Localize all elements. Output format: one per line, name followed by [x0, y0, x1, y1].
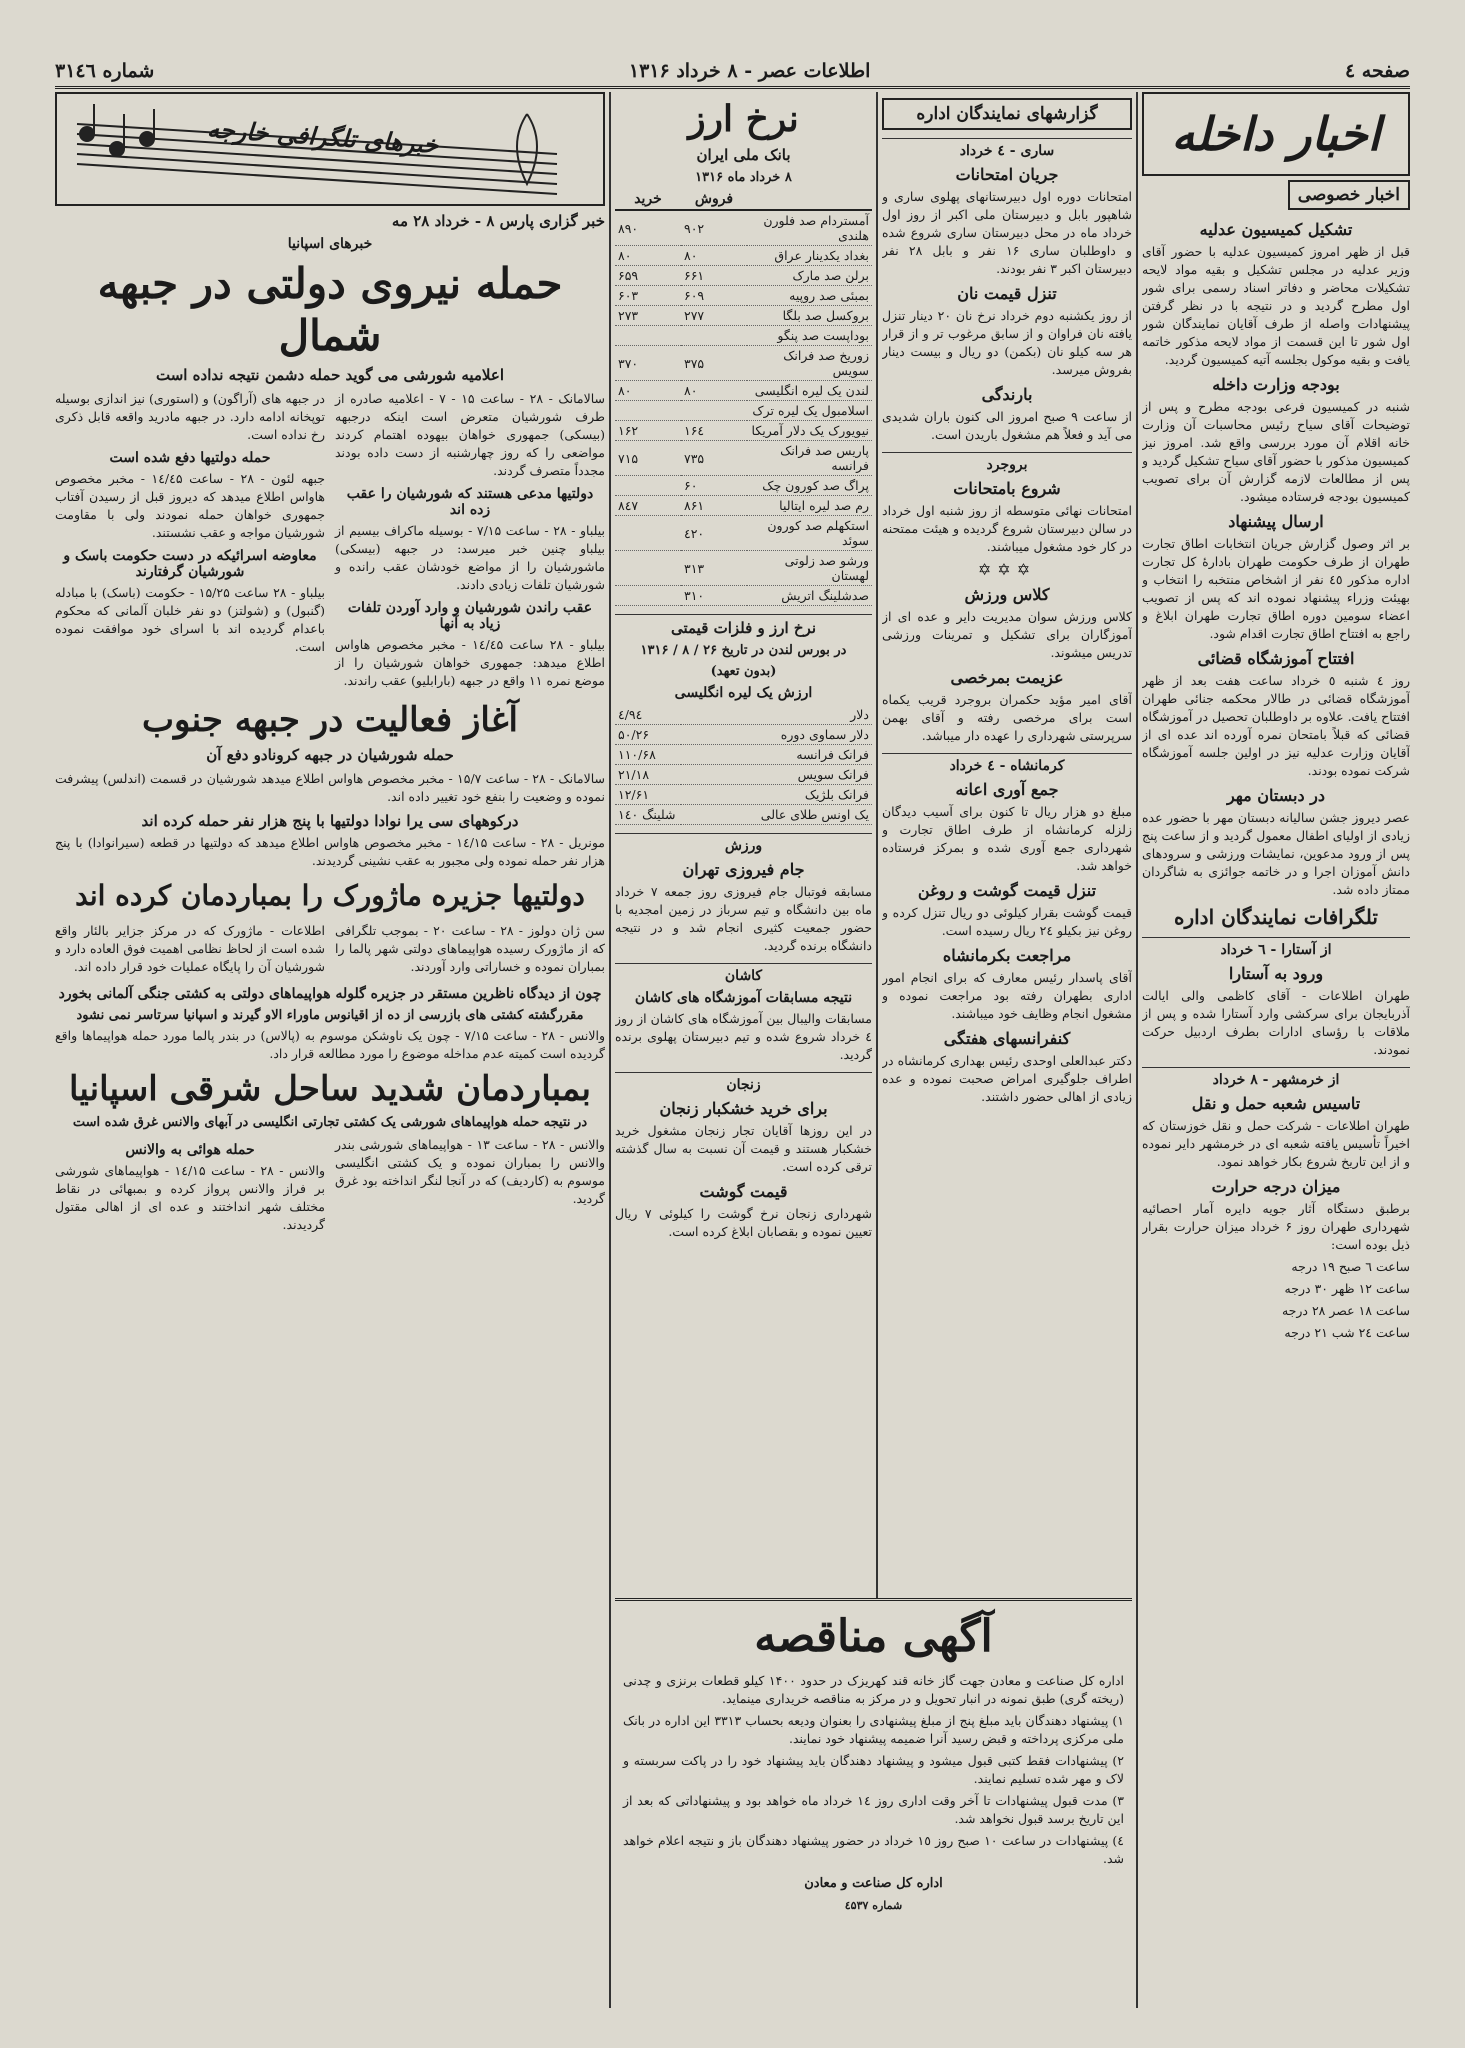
rates-row: [615, 210, 872, 246]
article-text: والانس - ۲۸ - ساعت ۱٤/۱۵ - هواپیماهای شورشی بر فراز والانس پرواز کرده و بمبهائی در نقاط مختلف شهر انداختند و عده ای از اهالی مقتول گردیدند.: [55, 1163, 325, 1232]
article-text: عصر دیروز جشن سالیانه دبستان مهر با حضور عده زیادی از اولیای اطفال معمول گردید و از ساعت پنج پس از ورود مدعوین، نمایشات ورزشی و سرودهای دانش آموزان اجرا و در خاتمه جوائزی به شاگردان ممتاز داده شد.: [1142, 810, 1410, 897]
dateline: ساری - ٤ خرداد: [882, 138, 1132, 159]
rates-row: [615, 551, 872, 586]
currency-name: بوداپست صد پنگو: [747, 326, 872, 346]
metals-row: [615, 705, 872, 725]
temperature-row: ساعت ٦ صبح ۱۹ درجه: [1291, 1259, 1410, 1274]
metal-name: فرانک بلژیک: [681, 785, 872, 805]
two-column-block: [55, 1136, 605, 1238]
section-label: زنجان: [615, 1072, 872, 1093]
currency-name: اسلامبول یک لیره ترک: [747, 401, 872, 421]
ad-number: شماره ٤۵۳۷: [844, 1899, 903, 1912]
rates-row: [615, 496, 872, 516]
two-column-block: [55, 922, 605, 980]
sell-rate: ۸۶۱: [681, 496, 747, 516]
star-divider: ✡✡✡: [977, 560, 1037, 579]
buy-rate: [615, 551, 681, 586]
foreign-telegraph-logo: [55, 92, 605, 206]
article-headline: حمله دولتیها دفع شده است: [109, 450, 271, 466]
article-text: دکتر عبدالعلی اوحدی رئیس بهداری کرمانشاه در اطراف جلوگیری امراض صحبت نموده و عده زیادی از اهالی حضور داشتند.: [882, 1053, 1132, 1104]
buy-rate: ۶۰۳: [615, 286, 681, 306]
banner-headline: حمله نیروی دولتی در جبهه شمال: [97, 259, 563, 360]
article-text: آقای پاسدار رئیس معارف که برای انجام امور اداری بطهران رفته بود مراجعت نموده و مشغول انجام وظایف خود میباشند.: [882, 970, 1132, 1021]
buy-rate: ۲۷۳: [615, 306, 681, 326]
banner-deck: در نتیجه حمله هواپیماهای شورشی یک کشتی تجارتی انگلیسی در آبهای والانس غرق شده است: [72, 1115, 588, 1130]
article-text: مسابقات والیبال بین آموزشگاه های کاشان از روز ٤ خرداد شروع شده و تیم دبیرستان پهلوی برنده گردید.: [615, 1011, 872, 1062]
sell-rate: ۸۰: [681, 246, 747, 266]
article-headline: دولتیها مدعی هستند که شورشیان را عقب زده اند: [346, 486, 594, 518]
article-text: بیلباو - ۲۸ ساعت ۱٤/٤۵ - مخبر مخصوص هاواس اطلاع میدهد: جمهوری خواهان شورشیان را از موضع نمره ۱۱ واقع در جبهه (بارابلیو) عقب راندند.: [335, 637, 605, 688]
article-headline: مراجعت بکرمانشاه: [942, 946, 1072, 965]
banner-headline: آغاز فعالیت در جبهه جنوب: [142, 700, 518, 740]
column-domestic-news: [1142, 92, 1410, 2008]
metal-name: فرانک فرانسه: [681, 745, 872, 765]
metals-row: [615, 725, 872, 745]
column-foreign-news: [55, 92, 605, 2008]
article-headline: جریان امتحانات: [955, 165, 1059, 184]
folio-line: [55, 52, 1410, 89]
sell-rate: ۸۰: [681, 381, 747, 401]
article-text: طهران اطلاعات - آقای کاظمی والی ایالت آذربایجان برای سرکشی وارد آستارا شده و پس از ملاقات با رؤسای ادارات بطرف اردبیل حرکت نمودند.: [1142, 988, 1410, 1057]
currency-name: برلن صد مارک: [747, 266, 872, 286]
article-text: والانس - ۲۸ - ساعت ۷/۱۵ - چون یک ناوشکن موسوم به (پالاس) در بندر پالما مورد حمله هواپیماها واقع گردیده است کمیته عدم مداخله موضوع را مورد مطالعه قرار داد.: [55, 1028, 605, 1061]
metals-row: [615, 745, 872, 765]
article-text: والانس - ۲۸ - ساعت ۱۳ - هواپیماهای شورشی بندر والانس را بمباران نموده و یک کشتی انگلیسی موسوم به (کاردیف) که در آنجا لنگر انداخته بود غرق گردید.: [335, 1137, 605, 1206]
buy-rate: [615, 326, 681, 346]
article-text: بیلباو - ۲۸ - ساعت ۷/۱۵ - بوسیله ماکراف بیسیم از بیلباو چنین خبر میرسد: در جبهه (بیسکی) ماشورشیان را از مواضع خودشان عقب رانده و شورشیان تلفات زیادی دادند.: [335, 523, 605, 592]
currency-name: پراگ صد کورون چک: [747, 476, 872, 496]
note-head: [110, 142, 124, 156]
ad-item: ۲) پیشنهادات فقط کتبی قبول میشود و پیشنهاد دهندگان باید پیشنهاد خود را در پاکت سربسته و لاک و مهر شده تسلیم نمایند.: [623, 1753, 1124, 1786]
article-headline: تاسیس شعبه حمل و نقل: [1191, 1094, 1361, 1113]
article-text: از ساعت ۹ صبح امروز الی کنون باران شدیدی می آید و فعلاً هم مشغول باریدن است.: [882, 409, 1132, 442]
article-text: مبلغ دو هزار ریال تا کنون برای آسیب دیدگان زلزله کرمانشاه از طرف اطاق تجارت و شهرداری جمع آوری شده و بمرکز فرستاده خواهد شد.: [882, 804, 1132, 873]
article-headline: تنزل قیمت نان: [957, 284, 1057, 303]
column-rule: [609, 92, 611, 2008]
article-headline: میزان درجه حرارت: [1211, 1177, 1341, 1196]
article-headline: ارسال پیشنهاد: [1228, 512, 1324, 531]
rates-row: [615, 266, 872, 286]
article-headline: برای خرید خشکبار زنجان: [659, 1099, 828, 1118]
currency-name: ورشو صد زلوتی لهستان: [747, 551, 872, 586]
article-text: اطلاعات - ماژورک که در مرکز جزایر بالئار واقع شده است از لحاظ نظامی اهمیت فوق العاده دارد و شورشیان آن را پایگاه عملیات خود قرار داده اند.: [55, 923, 325, 974]
currency-name: استکهلم صد کورون سوئد: [747, 516, 872, 551]
sell-rate: ۲۷۷: [681, 306, 747, 326]
article-text: سن ژان دولوز - ۲۸ - ساعت ۲۰ - بموجب تلگرافی که از ماژورک رسیده هواپیماهای دولتی شهر پالما را بمباران نموده و خساراتی وارد آوردند.: [335, 923, 605, 974]
currency-name: آمستردام صد فلورن هلندی: [747, 210, 872, 246]
buy-rate: ۶۵۹: [615, 266, 681, 286]
section-headline: تلگرافات نمایندگان اداره: [1173, 905, 1378, 929]
domestic-news-masthead: اخبار داخله: [1142, 92, 1410, 176]
article-text: روز ٤ شنبه ٥ خرداد ساعت هفت بعد از ظهر آموزشگاه قضائی در طالار محکمه جنائی طهران افتتاح یافت. علاوه بر داوطلبان تحصیل در آموزشگاه قضائی که قبلاً بامتحان نمره آورده اند عده ای از آقایان وزارت عدلیه نیز در اولین جلسه آموزشگاه شرکت نموده بودند.: [1142, 673, 1410, 778]
temperature-row: ساعت ۱۲ ظهر ۳۰ درجه: [1284, 1281, 1410, 1296]
article-headline: کنفرانسهای هفتگی: [943, 1029, 1071, 1048]
banner-deck: حمله شورشیان در جبهه کرونادو دفع آن: [206, 746, 454, 764]
sell-rate: [681, 326, 747, 346]
ad-title: آگهی مناقصه: [754, 1611, 993, 1662]
article-text: برطبق دستگاه آثار جویه دایره آمار احصائیه شهرداری طهران روز ۶ خرداد میزان حرارت بقرار ذیل بوده است:: [1142, 1201, 1410, 1252]
article-text: بر اثر وصول گزارش جریان انتخابات اطاق تجارت طهران از طرف حکومت طهران بادارهٔ کل تجارت اداره مذکور ٤٥ نفر از اشخاص منتخبه را انتخاب و بهیئت وزراء پیشنهاد نموده اند که پس از تصویب اعضاء سومین دوره اطاق تجارت طهران ابلاغ و راجع به افتتاح اطاق تجارت اقدام شود.: [1142, 536, 1410, 641]
article-headline: شروع بامتحانات: [953, 479, 1061, 498]
article-text: جبهه لئون - ۲۸ - ساعت ۱٤/٤۵ - مخبر مخصوص هاواس اطلاع میدهد که دیروز قبل از رسیدن آفتاب جمهوری خواهان حمله نمودند ولی با مقاومت شورشیان مواجه و عقب نشستند.: [55, 471, 325, 540]
article-text: در این روزها آقایان تجار زنجان مشغول خرید خشکبار هستند و قیمت آن نسبت به سال گذشته ترقی کرده است.: [615, 1123, 872, 1174]
temperature-row: ساعت ۱۸ عصر ۲۸ درجه: [1281, 1303, 1410, 1318]
article-text: در جبهه های (آراگون) و (استوری) نیز اندازی بوسیله توپخانه ادامه دارد. در جبهه مادرید واقعه قابل ذکری رخ نداده است.: [55, 391, 325, 442]
two-column-block: [55, 390, 605, 694]
column-rule: [1136, 92, 1138, 2008]
article-text: شنبه در کمیسیون فرعی بودجه مطرح و پس از توضیحات آقای سیاح رئیس محاسبات آن وزارت خانه اقلام آن مورد بررسی واقع شد. امروز نیز کمیسیون مذکور با حضور آقای سیاح تشکیل گردید و پس از مطالعات لازمه گزارش آن برای تصویب کمیسیون بودجه فرستاده میشود.: [1142, 399, 1410, 504]
buy-rate: ۸٤۷: [615, 496, 681, 516]
sell-rate: ۳۱۰: [681, 586, 747, 606]
metal-value: ۱۱۰/۶۸: [615, 745, 681, 765]
rates-bank: بانک ملی ایران: [696, 146, 791, 164]
note-head: [80, 127, 94, 141]
metal-name: دلار: [681, 705, 872, 725]
article-headline: چون از دیدگاه ناظرین مستقر در جزیره گلوله هواپیماهای دولتی به کشتی جنگی آلمانی بخورد: [58, 986, 602, 1002]
dateline: از آستارا - ٦ خرداد: [1142, 937, 1410, 958]
section-label: کاشان: [615, 963, 872, 984]
article-text: طهران اطلاعات - شرکت حمل و نقل خوزستان که اخیراً تأسیس یافته شعبه ای در خرمشهر دایر نموده و از این تاریخ شروع بکار خواهد نمود.: [1142, 1118, 1410, 1169]
buy-rate: [615, 516, 681, 551]
article-subheadline: مقررگشته کشتی های بازرسی از ده از اقیانوس ماوراء الاو گیرند و اسپانیا سرتاسر نمی نشود: [76, 1008, 584, 1023]
sell-rate: ۷۳۵: [681, 441, 747, 476]
issue-date: اطلاعات عصر - ۸ خرداد ۱۳۱۶: [628, 60, 871, 82]
rates-row: [615, 286, 872, 306]
sell-rate: ۶۰۹: [681, 286, 747, 306]
metal-value: ۲۱/۱۸: [615, 765, 681, 785]
dateline: از خرمشهر - ۸ خرداد: [1142, 1067, 1410, 1088]
rates-row: [615, 516, 872, 551]
sell-rate: ۳۱۳: [681, 551, 747, 586]
sell-rate: [681, 401, 747, 421]
ad-item: ۳) مدت قبول پیشنهادات تا آخر وقت اداری روز ۱٤ خرداد ماه خواهد بود و پیشنهاداتی که بعد از این تاریخ برسد قبول نخواهد شد.: [623, 1793, 1124, 1826]
sell-rate: ۶۶۱: [681, 266, 747, 286]
article-text: قیمت گوشت بقرار کیلوئی دو ریال تنزل کرده و روغن نیز بکیلو ۲٤ ریال رسیده است.: [882, 905, 1132, 938]
article-headline: در دبستان مهر: [1226, 786, 1326, 805]
metal-name: یک اونس طلای عالی: [681, 805, 872, 825]
currency-name: لندن یک لیره انگلیسی: [747, 381, 872, 401]
article-text: سالامانک - ۲۸ - ساعت ۱۵/۷ - مخبر مخصوص هاواس اطلاع میدهد شورشیان در قسمت (اندلس) پیشرفت نموده و وضعیت را بنفع خود تغییر داده اند.: [55, 771, 605, 804]
article-headline: ورود به آستارا: [1228, 964, 1324, 983]
rates-row: [615, 306, 872, 326]
section-label: ورزش: [615, 833, 872, 854]
note-head: [140, 132, 154, 146]
banner-headline: دولتیها جزیره ماژورک را بمباردمان کرده اند: [75, 879, 585, 912]
metals-title: نرخ ارز و فلزات قیمتی: [615, 614, 872, 637]
buy-rate: ۸۰: [615, 246, 681, 266]
metal-value: ۱۲/۶۱: [615, 785, 681, 805]
article-headline: تشکیل کمیسیون عدلیه: [1199, 220, 1353, 239]
metal-value: ۵۰/۲۶: [615, 725, 681, 745]
rates-col-header: [747, 189, 872, 210]
buy-rate: ۸۰: [615, 381, 681, 401]
metals-subtitle: در بورس لندن در تاریخ ۲۶ / ۸ / ۱۳۱۶: [640, 643, 847, 658]
metals-note: (بدون تعهد): [710, 664, 777, 679]
rates-date: ۸ خرداد ماه ۱۳۱۶: [695, 170, 792, 185]
rates-row: [615, 476, 872, 496]
section-label: خبرهای اسپانیا: [287, 236, 373, 252]
buy-rate: [615, 476, 681, 496]
article-text: سالامانک - ۲۸ - ساعت ۱۵ - ۷ - اعلامیه صادره از طرف شورشیان متعرض است اینکه درجبهه (بیسکی) جمهوری خواهان بیهوده اهتمام کردند مواضعی را که روز چهارشنبه از دست داده بودند مجدداً متصرف گردند.: [335, 391, 605, 478]
currency-name: بغداد یکدینار عراق: [747, 246, 872, 266]
page-number: صفحه ٤: [1344, 60, 1410, 82]
sell-rate: ۹۰۲: [681, 210, 747, 246]
article-headline: کلاس ورزش: [964, 585, 1050, 604]
currency-name: بمبئی صد روپیه: [747, 286, 872, 306]
article-text: شهرداری زنجان نرخ گوشت را کیلوئی ۷ ریال تعیین نموده و بقصابان ابلاغ کرده است.: [615, 1206, 872, 1239]
article-text: کلاس ورزش سوان مدیریت دایر و عده ای از آموزگاران برای تشکیل و تمرینات ورزشی تدریس میشوند.: [882, 609, 1132, 660]
ad-signature: اداره کل صناعت و معادن: [804, 1876, 943, 1891]
rates-col-header: فروش: [681, 189, 747, 210]
tender-advertisement: [615, 1598, 1132, 2008]
rates-col-header: خرید: [615, 189, 681, 210]
article-headline: جمع آوری اعانه: [955, 780, 1059, 799]
ad-text: اداره کل صناعت و معادن جهت گاز خانه قند کهریزک در حدود ۱۴۰۰ کیلو قطعات برنزی و چدنی (ریخته گری) طبق نمونه در انبار تحویل و در مرکز به مناقصه خریداری مینماید.: [623, 1673, 1124, 1706]
buy-rate: ۳۷۰: [615, 346, 681, 381]
sell-rate: ۶۰: [681, 476, 747, 496]
article-headline: درکوههای سی یرا نوادا دولتیها با پنج هزار نفر حمله کرده اند: [141, 812, 519, 830]
article-text: بیلباو - ۲۸ ساعت ۱۵/۲۵ - حکومت (باسک) با مبادله (گنبول) و (شولتز) دو نفر خلبان آلمانی که محکوم باعدام گردیده اند با اسرای خود موافقت نموده است.: [55, 585, 325, 654]
article-text: قبل از ظهر امروز کمیسیون عدلیه با حضور آقای وزیر عدلیه در مجلس تشکیل و بقیه مواد لایحه تشکیلات محاضر و دفاتر اسناد رسمی برای شور اول مطرح گردید و در نتیجه با در نظر گرفتن پیشنهادات واصله از طرف آقایان نمایندگان شور اول شور تا این قسمت از مواد لایحه مذکور خاتمه یافت و بقیه موکول بجلسه آتیه کمیسیون گردید.: [1142, 244, 1410, 367]
article-text: مونریل - ۲۸ - ساعت ۱٤/۱۵ - مخبر مخصوص هاواس اطلاع میدهد که دولتیها در قطعه (سیرانوادا) با پنج هزار نفر حمله نموده ولی مجبور به عقب نشینی گردیدند.: [55, 835, 605, 868]
dateline: کرمانشاه - ٤ خرداد: [882, 753, 1132, 774]
buy-rate: [615, 401, 681, 421]
article-headline: نتیجه مسابقات آموزشگاه های کاشان: [634, 990, 853, 1006]
metals-table: [615, 705, 872, 825]
metal-value: ۱٤۰ شلینگ: [615, 805, 681, 825]
metal-value: ٤/۹٤: [615, 705, 681, 725]
logo-caption: خبرهای تلگرافی خارجه: [206, 113, 440, 160]
banner-deck: اعلامیه شورشی می گوید حمله دشمن نتیجه نداده است: [155, 366, 505, 384]
article-text: آقای امیر مؤید حکمران بروجرد قریب یکماه است برای مرخصی رفته و آقای بهمن سرپرستی شهرداری را عهده دار میباشد.: [882, 692, 1132, 743]
metal-name: فرانک سویس: [681, 765, 872, 785]
buy-rate: ۷۱۵: [615, 441, 681, 476]
ad-item: ۱) پیشنهاد دهندگان باید مبلغ پنج از مبلغ پیشنهادی را بعنوان ودیعه بحساب ۳۳۱۳ این اداره در بانک ملی مرکزی پرداخته و قبض رسید آنرا ضمیمه پیشنهاد خود نمایند.: [623, 1713, 1125, 1746]
currency-name: زوریخ صد فرانک سویس: [747, 346, 872, 381]
buy-rate: [615, 586, 681, 606]
metals-row: [615, 805, 872, 825]
currency-name: صدشلینگ اتریش: [747, 586, 872, 606]
article-headline: بارندگی: [981, 385, 1033, 404]
currency-name: رم صد لیره ایتالیا: [747, 496, 872, 516]
rates-row: [615, 326, 872, 346]
article-headline: بودجه وزارت داخله: [1212, 375, 1340, 394]
rates-row: [615, 586, 872, 606]
sell-rate: ٤۲۰: [681, 516, 747, 551]
article-headline: جام فیروزی تهران: [682, 860, 805, 879]
issue-number: شماره ۳۱٤٦: [55, 60, 155, 82]
metals-row: [615, 785, 872, 805]
temperature-row: ساعت ۲٤ شب ۲۱ درجه: [1284, 1325, 1410, 1340]
article-headline: حمله هوائی به والانس: [125, 1142, 255, 1158]
rates-table: [615, 189, 872, 606]
currency-name: نیویورک یک دلار آمریکا: [747, 421, 872, 441]
article-headline: تنزل قیمت گوشت و روغن: [917, 881, 1097, 900]
metal-name: دلار سماوی دوره: [681, 725, 872, 745]
article-headline: عقب راندن شورشیان و وارد آوردن تلفات زیاد به آنها: [347, 600, 593, 632]
article-headline: عزیمت بمرخصی: [950, 668, 1064, 687]
rates-row: [615, 346, 872, 381]
article-text: از روز یکشنبه دوم خرداد نرخ نان ۲۰ دینار تنزل یافته نان فراوان و از سابق مرغوب تر و از قرار هر سه کیلو نان (بکمن) دو ریال و بیست دینار بفروش میرسد.: [882, 308, 1132, 377]
rates-row: [615, 381, 872, 401]
ad-item: ٤) پیشنهادات در ساعت ۱۰ صبح روز ۱٥ خرداد در حضور پیشنهاد دهندگان باز و نتیجه اعلام خواهد شد.: [623, 1833, 1124, 1866]
rates-row: [615, 441, 872, 476]
metals-row: [615, 765, 872, 785]
buy-rate: ۸۹۰: [615, 210, 681, 246]
article-headline: افتتاح آموزشگاه قضائی: [1197, 649, 1355, 668]
currency-name: پاریس صد فرانک فرانسه: [747, 441, 872, 476]
article-headline: معاوضه اسرائیکه در دست حکومت باسک و شورشیان گرفتارند: [63, 548, 317, 580]
private-news-label: اخبار خصوصی: [1288, 180, 1410, 210]
rates-title: نرخ ارز: [688, 98, 799, 140]
sell-rate: ۱۶٤: [681, 421, 747, 441]
article-text: امتحانات دوره اول دبیرستانهای پهلوی ساری و شاهپور بابل و دبیرستان ملی اکبر از روز اول خرداد ماه در محل دبیرستان ساری شروع شده و داوطلبان ساری ۱۶ نفر و بابل ۲۸ نفر دبیرستان اکبر ۳ نفر بودند.: [882, 189, 1132, 276]
dateline: بروجرد: [882, 452, 1132, 473]
banner-headline: بمباردمان شدید ساحل شرقی اسپانیا: [69, 1069, 591, 1109]
rates-row: [615, 401, 872, 421]
rates-row: [615, 421, 872, 441]
article-headline: قیمت گوشت: [699, 1182, 788, 1201]
dateline: خبر گزاری پارس ۸ - خرداد ۲۸ مه: [391, 212, 605, 230]
section-headline: گزارشهای نمایندگان اداره: [882, 98, 1132, 130]
rates-row: [615, 246, 872, 266]
article-text: مسابقه فوتبال جام فیروزی روز جمعه ۷ خرداد ماه بین دانشگاه و تیم سرباز در زمین امجدیه با حضور جمعیت کثیری انجام شد و در نتیجه دانشگاه برنده گردید.: [615, 884, 872, 953]
currency-name: بروکسل صد بلگا: [747, 306, 872, 326]
metals-unit: ارزش یک لیره انگلیسی: [674, 685, 813, 701]
sell-rate: ۳۷۵: [681, 346, 747, 381]
buy-rate: ۱۶۲: [615, 421, 681, 441]
article-text: امتحانات نهائی متوسطه از روز شنبه اول خرداد در سالن دبیرستان شروع گردیده و هیئت ممتحنه در کار خود مشغول میباشند.: [882, 503, 1132, 554]
